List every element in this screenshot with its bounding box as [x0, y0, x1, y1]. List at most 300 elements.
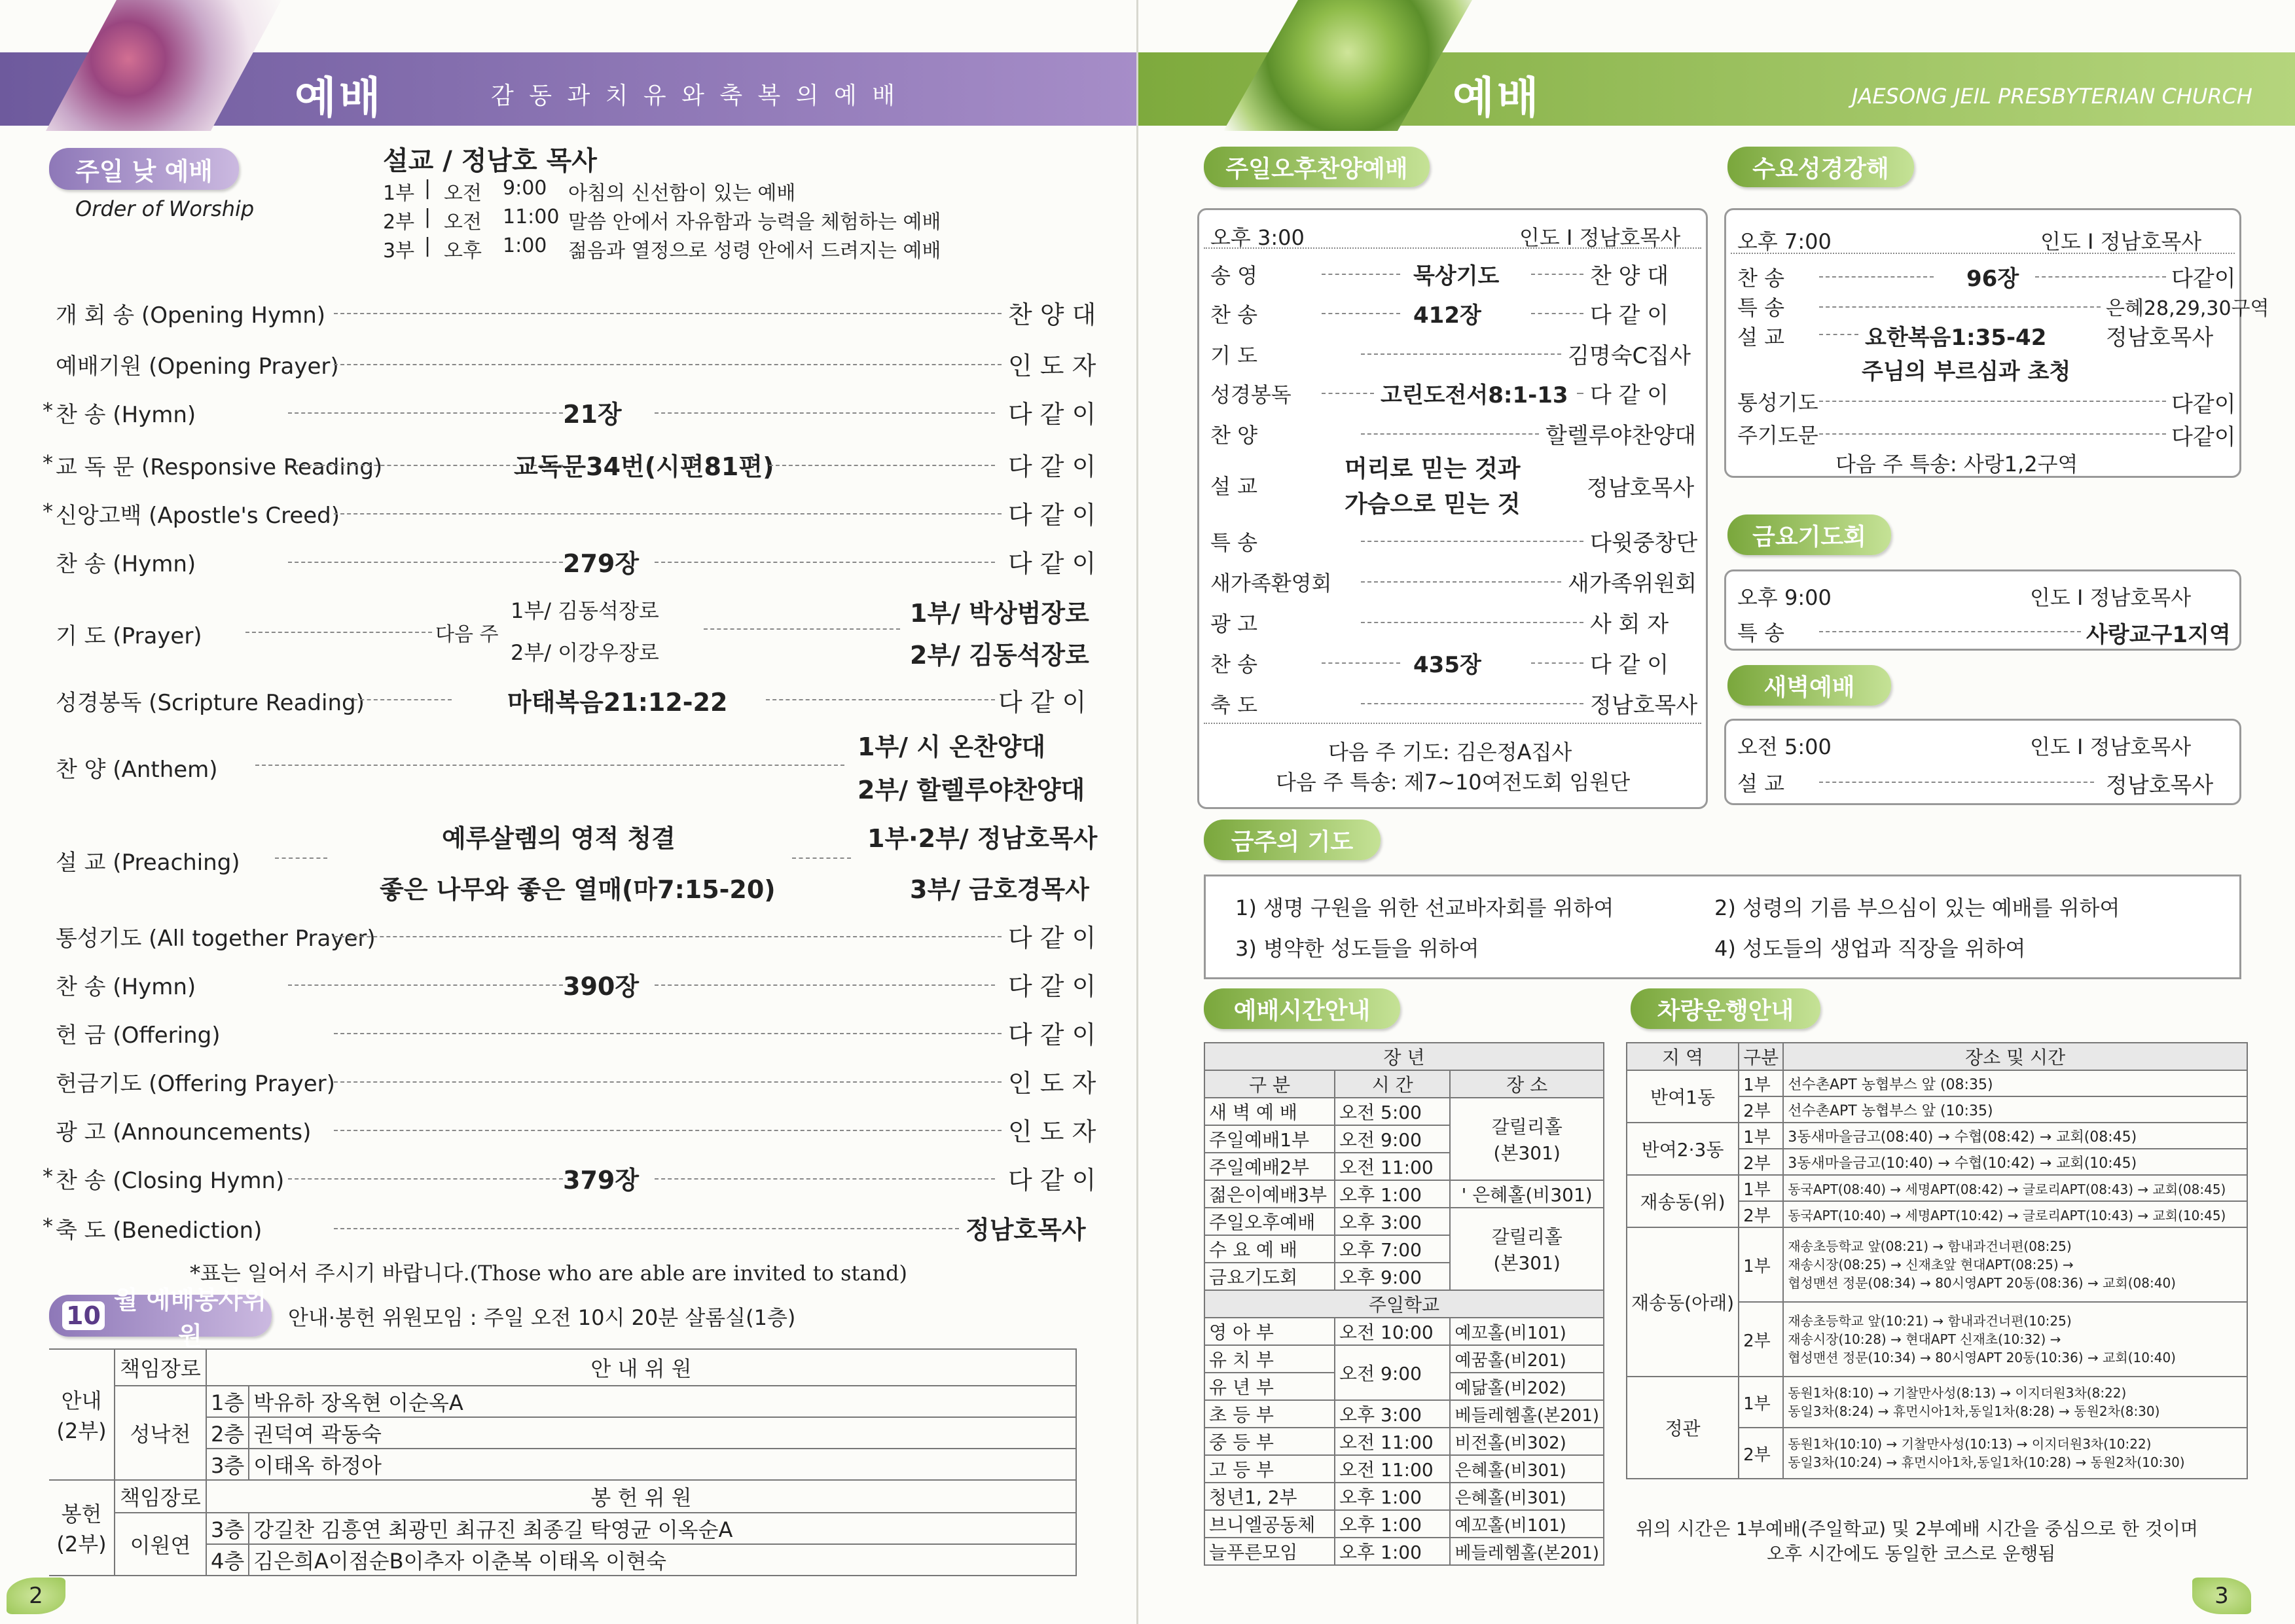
elder-header: 책임장로 [115, 1349, 206, 1386]
leader-dots [1531, 313, 1583, 314]
sunday-item-by: 다 같 이 [1590, 382, 1669, 408]
service-time: 9:00 [503, 177, 547, 200]
bus-part: 1부 [1739, 1070, 1783, 1096]
sermon-title-1: 예루살렘의 영적 청결 [442, 824, 676, 853]
wed-prayer-name: 통성기도 [1737, 390, 1818, 415]
order-item-detail: 379장 [563, 1166, 640, 1195]
sunday-item-name: 찬 송 [1210, 302, 1257, 327]
bus-route: 3동새마을금고(10:40) → 수협(10:42) → 교회(10:45) [1783, 1149, 2247, 1175]
volunteer-month: 10 [62, 1301, 105, 1330]
sunday-item-detail: 묵상기도 [1413, 263, 1500, 289]
anthem-name: 찬 양 (Anthem) [56, 757, 218, 783]
order-item-name: 헌 금 (Offering) [56, 1022, 221, 1049]
wed-hymn-no: 96장 [1966, 266, 2019, 292]
prayer-badge: 금주의 기도 [1204, 820, 1381, 860]
leader-dots [334, 513, 1002, 514]
sunday-sermon-title-2: 가슴으로 믿는 것 [1345, 491, 1521, 518]
separator: | [424, 206, 431, 228]
col-header: 구분 [1739, 1043, 1783, 1070]
order-item-name: 예배기원 (Opening Prayer) [56, 353, 339, 380]
bus-part: 2부 [1739, 1302, 1783, 1377]
service-ampm: 오전 [444, 182, 482, 205]
leader-dots [245, 632, 432, 633]
divider [1731, 253, 2235, 254]
guide-elder: 성낙천 [115, 1386, 206, 1480]
preacher-1: 1부·2부/ 정남호목사 [867, 824, 1098, 853]
leader-dots [1819, 334, 1858, 335]
service-name: 젊은이예배3부 [1204, 1180, 1335, 1208]
prayer-item-4: 4) 성도들의 생업과 직장을 위하여 [1714, 936, 2026, 961]
sunday-item-name: 찬 양 [1210, 423, 1257, 448]
dawn-time: 오전 5:00 [1737, 734, 1832, 759]
school-time: 오후 1:00 [1335, 1510, 1450, 1538]
friday-badge: 금요기도회 [1727, 514, 1891, 555]
school-time: 오후 3:00 [1335, 1400, 1450, 1428]
school-dept: 늘푸른모임 [1204, 1538, 1335, 1565]
bus-area: 반여1동 [1627, 1070, 1739, 1123]
leader-dots [655, 412, 995, 414]
order-item-name: 개 회 송 (Opening Hymn) [56, 302, 326, 329]
order-item-by: 다 같 이 [1008, 549, 1096, 578]
leader-dots [1577, 393, 1583, 394]
guide-label: 안내 (2부) [49, 1349, 115, 1480]
school-place: 예꿈홀(비201) [1450, 1345, 1604, 1373]
bus-route: 선수촌APT 농협부스 앞 (10:35) [1783, 1096, 2247, 1123]
school-time: 오전 9:00 [1335, 1345, 1450, 1400]
sunday-item-by: 사 회 자 [1590, 611, 1669, 638]
order-item-by: 다 같 이 [1008, 1020, 1096, 1049]
volunteer-badge-text: 월 예배봉사위원 [113, 1286, 267, 1350]
leader-dots [275, 857, 327, 859]
sunday-item-by: 다 같 이 [1590, 302, 1669, 329]
service-name: 주일예배1부 [1204, 1125, 1335, 1153]
order-item-detail: 279장 [563, 549, 640, 578]
order-item-name: 교 독 문 (Responsive Reading) [56, 454, 383, 480]
bus-route: 동국APT(08:40) → 세명APT(08:42) → 글로리APT(08:43) → 교회(08:45) [1783, 1175, 2247, 1201]
school-time: 오전 11:00 [1335, 1455, 1450, 1483]
sermon-heading: 설교 / 정남호 목사 [383, 146, 597, 176]
sunday-item-name: 송 영 [1210, 263, 1257, 288]
leader-dots [288, 984, 563, 986]
sunday-item-name: 특 송 [1210, 530, 1257, 555]
wednesday-badge: 수요성경강해 [1727, 147, 1914, 187]
divider [1204, 723, 1701, 724]
leader-dots [1322, 274, 1400, 275]
wed-leader: 인도 I 정남호목사 [2040, 229, 2202, 254]
separator: | [424, 234, 431, 257]
leader-dots [334, 936, 1002, 937]
school-dept: 초 등 부 [1204, 1400, 1335, 1428]
wed-lords-prayer-by: 다같이 [2171, 424, 2236, 450]
volunteer-note: 안내·봉헌 위원모임 : 주일 오전 10시 20분 살롬실(1층) [288, 1305, 796, 1330]
prayer-box [1204, 875, 2241, 979]
school-place: 은혜홀(비301) [1450, 1483, 1604, 1510]
service-desc: 아침의 신선함이 있는 예배 [568, 182, 796, 205]
leader-dots [288, 412, 563, 414]
preaching-name: 설 교 (Preaching) [56, 850, 240, 876]
dawn-preacher: 정남호목사 [2106, 772, 2214, 799]
adult-header: 장 년 [1204, 1043, 1604, 1070]
service-time: 오후 3:00 [1335, 1208, 1450, 1235]
fri-leader: 인도 I 정남호목사 [2030, 585, 2192, 610]
offer-label: 봉헌 (2부) [49, 1480, 115, 1576]
leader-dots [1361, 433, 1539, 435]
order-item-by: 다 같 이 [1008, 1166, 1096, 1195]
leader-dots [334, 313, 1002, 314]
school-place: 베들레헴홀(본201) [1450, 1538, 1604, 1565]
order-item-name: 헌금기도 (Offering Prayer) [56, 1071, 335, 1097]
service-no: 1부 [383, 182, 415, 205]
leader-dots [334, 1033, 1002, 1034]
wed-hymn-name: 찬 송 [1737, 266, 1784, 291]
wed-special-by: 은혜28,29,30구역 [2106, 297, 2269, 320]
prayer-this-2: 2부/ 김동석장로 [910, 641, 1089, 670]
order-item-by: 다 같 이 [1008, 924, 1096, 952]
leader-dots [655, 562, 995, 563]
leader-dots [334, 364, 1002, 365]
fri-special-name: 특 송 [1737, 621, 1784, 645]
leader-dots [1819, 782, 2094, 783]
service-name: 주일오후예배 [1204, 1208, 1335, 1235]
school-dept: 중 등 부 [1204, 1428, 1335, 1455]
bus-route: 동원1차(10:10) → 기찰만사성(10:13) → 이지더원3차(10:22) 동일3차(10:24) → 휴먼시아1차,동일1차(10:28) → 동원2차(10:30) [1783, 1428, 2247, 1479]
leader-dots [288, 1178, 563, 1180]
bus-route: 재송초등학교 앞(08:21) → 함내과건너편(08:25) 재송시장(08:25) → 신재초앞 현대APT(08:25) → 협성맨션 정문(08:34) → 80시영APT 20동(08:36) → 교회(08:40) [1783, 1227, 2247, 1302]
bus-part: 2부 [1739, 1428, 1783, 1479]
order-item-by: 다 같 이 [1008, 972, 1096, 1001]
school-place: 예꼬홀(비101) [1450, 1318, 1604, 1345]
school-place: 베들레헴홀(본201) [1450, 1400, 1604, 1428]
leader-dots [1819, 401, 2166, 402]
wed-prayer-by: 다같이 [2171, 391, 2236, 418]
school-place: 예닮홀(비202) [1450, 1373, 1604, 1400]
offer-names: 김은희A이점순B이추자 이춘복 이태옥 이현숙 [249, 1544, 1076, 1576]
service-time: 오전 9:00 [1335, 1125, 1450, 1153]
bus-part: 1부 [1739, 1377, 1783, 1428]
place-cell: ' 은혜홀(비301) [1450, 1180, 1604, 1208]
col-header: 지 역 [1627, 1043, 1739, 1070]
wed-special-name: 특 송 [1737, 295, 1784, 320]
order-item-name: 찬 송 (Closing Hymn) [56, 1168, 285, 1194]
order-item-by: 정남호목사 [966, 1216, 1086, 1244]
leader-dots [334, 1081, 1002, 1083]
star-mark: * [43, 450, 53, 475]
col-header: 시 간 [1335, 1070, 1450, 1098]
wed-next-special: 다음 주 특송: 사랑1,2구역 [1835, 452, 2078, 477]
order-item-name: 찬 송 (Hymn) [56, 402, 196, 428]
service-no: 3부 [383, 240, 415, 262]
order-item-name: 찬 송 (Hymn) [56, 551, 196, 577]
order-item-by: 다 같 이 [1008, 452, 1096, 481]
school-dept: 브니엘공동체 [1204, 1510, 1335, 1538]
offer-header: 봉 헌 위 원 [206, 1480, 1076, 1513]
prayer-name: 기 도 (Prayer) [56, 623, 202, 649]
leader-dots [1361, 622, 1583, 623]
star-mark: * [43, 398, 53, 423]
sunday-sermon-preacher: 정남호목사 [1587, 475, 1695, 501]
sunday-next-prayer: 다음 주 기도: 김은정A집사 [1328, 740, 1572, 765]
sunday-item-name: 광 고 [1210, 611, 1257, 636]
sunday-item-detail: 435장 [1413, 652, 1481, 678]
sunday-item-by: 새가족위원회 [1568, 571, 1697, 597]
leader-dots [2035, 276, 2166, 278]
order-item-detail: 교독문34번(시편81편) [514, 452, 774, 481]
scripture-name: 성경봉독 (Scripture Reading) [56, 690, 365, 716]
school-time: 오전 11:00 [1335, 1428, 1450, 1455]
sermon-title-2: 좋은 나무와 좋은 열매(마7:15-20) [380, 875, 776, 904]
left-header-title: 예배 [295, 73, 384, 123]
elder-header: 책임장로 [115, 1480, 206, 1513]
service-name: 금요기도회 [1204, 1263, 1335, 1290]
leader-dots [655, 984, 995, 986]
service-time: 오후 9:00 [1335, 1263, 1450, 1290]
wed-time: 오후 7:00 [1737, 229, 1832, 254]
volunteer-table [49, 1348, 1077, 1576]
service-name: 주일예배2부 [1204, 1153, 1335, 1180]
col-header: 구 분 [1204, 1070, 1335, 1098]
leader-dots [1361, 541, 1583, 542]
order-item-by: 인 도 자 [1008, 352, 1096, 380]
leader-dots [769, 465, 995, 466]
prayer-item-1: 1) 생명 구원을 위한 선교바자회를 위하여 [1235, 895, 1614, 920]
sunday-item-name: 새가족환영회 [1210, 571, 1332, 596]
leader-dots [1322, 662, 1400, 664]
sunday-item-name: 찬 송 [1210, 652, 1257, 677]
guide-header: 안 내 위 원 [206, 1349, 1076, 1386]
service-time: 11:00 [503, 206, 560, 228]
leader-dots [334, 1130, 1002, 1131]
leader-dots [1361, 703, 1583, 704]
sunday-pm-badge: 주일오후찬양예배 [1204, 147, 1430, 187]
guide-names: 이태옥 하정아 [249, 1449, 1076, 1480]
right-page [1136, 0, 2295, 1624]
bus-note-2: 오후 시간에도 동일한 코스로 운행됨 [1767, 1543, 2056, 1564]
leader-dots [1531, 662, 1583, 664]
order-item-by: 찬 양 대 [1008, 300, 1096, 329]
order-item-by: 인 도 자 [1008, 1069, 1096, 1098]
worship-badge: 주일 낮 예배 [49, 148, 239, 190]
service-time: 1:00 [503, 234, 547, 257]
bus-part: 1부 [1739, 1175, 1783, 1201]
bus-part: 2부 [1739, 1149, 1783, 1175]
prayer-this-1: 1부/ 박상범장로 [910, 599, 1089, 628]
order-item-name: 찬 송 (Hymn) [56, 974, 196, 1000]
guide-names: 권덕여 곽동숙 [249, 1417, 1076, 1449]
place-cell: 갈릴리홀 (본301) [1450, 1098, 1604, 1180]
school-dept: 유 년 부 [1204, 1373, 1335, 1400]
leader-dots [288, 562, 563, 563]
service-no: 2부 [383, 211, 415, 234]
leader-dots [1361, 581, 1561, 583]
bus-route: 동국APT(10:40) → 세명APT(10:42) → 글로리APT(10:43) → 교회(10:45) [1783, 1201, 2247, 1227]
wed-lords-prayer-name: 주기도문 [1737, 423, 1818, 448]
anthem-choir-2: 2부/ 할렐루야찬양대 [858, 776, 1085, 804]
leader-dots [704, 628, 900, 630]
scripture-reader: 다 같 이 [998, 688, 1087, 717]
sunday-item-detail: 412장 [1413, 302, 1481, 329]
worship-subtitle: Order of Worship [75, 196, 255, 221]
star-mark: * [43, 1214, 53, 1238]
order-item-name: 축 도 (Benediction) [56, 1218, 262, 1244]
anthem-choir-1: 1부/ 시 온찬양대 [858, 732, 1046, 761]
school-dept: 청년1, 2부 [1204, 1483, 1335, 1510]
service-name: 새 벽 예 배 [1204, 1098, 1335, 1125]
service-name: 수 요 예 배 [1204, 1235, 1335, 1263]
sunday-item-by: 다윗중창단 [1590, 530, 1698, 556]
school-place: 예꼬홀(비101) [1450, 1510, 1604, 1538]
leader-dots [334, 1228, 959, 1229]
guide-names: 박유하 장옥현 이순옥A [249, 1386, 1076, 1417]
bus-note-1: 위의 시간은 1부예배(주일학교) 및 2부예배 시간을 중심으로 한 것이며 [1636, 1518, 2198, 1540]
sunday-sermon-title-1: 머리로 믿는 것과 [1345, 456, 1521, 482]
page-number-left: 2 [7, 1578, 65, 1614]
schedule-badge: 예배시간안내 [1204, 988, 1400, 1029]
leader-dots [1819, 306, 2101, 308]
order-item-by: 다 같 이 [1008, 400, 1096, 429]
wed-sermon-name: 설 교 [1737, 325, 1784, 350]
offer-elder: 이원연 [115, 1513, 206, 1576]
sunday-item-by: 찬 양 대 [1590, 263, 1669, 289]
bus-area: 반여2·3동 [1627, 1123, 1739, 1175]
bus-route: 선수촌APT 농협부스 앞 (08:35) [1783, 1070, 2247, 1096]
leader-dots [766, 699, 995, 700]
page-number-right: 3 [2192, 1578, 2251, 1614]
order-item-detail: 390장 [563, 972, 640, 1001]
scripture-passage: 마태복음21:12-22 [507, 688, 728, 717]
sunday-item-detail: 고린도전서8:1-13 [1381, 382, 1568, 408]
dawn-leader: 인도 I 정남호목사 [2030, 734, 2192, 759]
place-cell: 갈릴리홀 (본301) [1450, 1208, 1604, 1290]
sunday-sermon-name: 설 교 [1210, 474, 1257, 499]
school-header: 주일학교 [1204, 1290, 1604, 1318]
floor: 2층 [206, 1417, 249, 1449]
leader-dots [1322, 313, 1400, 314]
service-time: 오후 7:00 [1335, 1235, 1450, 1263]
bus-route: 3동새마을금고(08:40) → 수협(08:42) → 교회(08:45) [1783, 1123, 2247, 1149]
school-dept: 영 아 부 [1204, 1318, 1335, 1345]
service-ampm: 오후 [444, 240, 482, 262]
sunday-item-by: 김명숙C집사 [1568, 343, 1691, 369]
order-item-name: 광 고 (Announcements) [56, 1119, 312, 1146]
sunday-next-special: 다음 주 특송: 제7~10여전도회 임원단 [1276, 770, 1631, 795]
prayer-item-3: 3) 병약한 성도들을 위하여 [1235, 936, 1479, 961]
sunday-pm-leader: 인도 I 정남호목사 [1519, 225, 1681, 250]
sunday-item-by: 할렐루야찬양대 [1545, 423, 1696, 449]
volunteer-badge [49, 1286, 272, 1350]
wed-preacher: 정남호목사 [2106, 325, 2214, 351]
sunday-item-name: 축 도 [1210, 693, 1257, 717]
separator: | [424, 177, 431, 200]
wed-sermon-title: 주님의 부르심과 초청 [1862, 359, 2071, 385]
floor: 1층 [206, 1386, 249, 1417]
leader-dots [1819, 276, 1934, 278]
service-desc: 말씀 안에서 자유함과 능력을 체험하는 예배 [568, 211, 941, 234]
church-name: JAESONG JEIL PRESBYTERIAN CHURCH [1852, 84, 2252, 109]
standing-note: *표는 일어서 주시기 바랍니다.(Those who are able are invited to stand) [190, 1261, 908, 1286]
school-time: 오후 1:00 [1335, 1483, 1450, 1510]
service-time: 오전 5:00 [1335, 1098, 1450, 1125]
service-desc: 젊음과 열정으로 성령 안에서 드려지는 예배 [568, 240, 941, 262]
leader-dots [792, 857, 851, 859]
school-time: 오전 10:00 [1335, 1318, 1450, 1345]
order-item-by: 다 같 이 [1008, 501, 1096, 530]
sunday-pm-time: 오후 3:00 [1210, 225, 1305, 250]
order-item-by: 인 도 자 [1008, 1117, 1096, 1146]
leader-dots [1361, 353, 1561, 355]
order-item-detail: 21장 [563, 400, 622, 429]
bus-area: 재송동(아래) [1627, 1227, 1739, 1377]
school-dept: 고 등 부 [1204, 1455, 1335, 1483]
floor: 3층 [206, 1449, 249, 1480]
wed-sermon-passage: 요한복음1:35-42 [1865, 325, 2047, 351]
leader-dots [1322, 393, 1374, 394]
sunday-item-name: 성경봉독 [1210, 382, 1292, 407]
bus-table [1626, 1042, 2248, 1479]
bus-area: 정관 [1627, 1377, 1739, 1479]
bus-part: 2부 [1739, 1201, 1783, 1227]
left-header-subtitle: 감 동 과 치 유 와 축 복 의 예 배 [491, 82, 899, 109]
bus-part: 1부 [1739, 1227, 1783, 1302]
leader-dots [1819, 433, 2166, 435]
prayer-next-label: 다음 주 [435, 623, 499, 646]
bus-part: 2부 [1739, 1096, 1783, 1123]
school-dept: 유 치 부 [1204, 1345, 1335, 1373]
service-time: 오전 11:00 [1335, 1153, 1450, 1180]
order-item-name: 통성기도 (All together Prayer) [56, 926, 376, 952]
floor: 3층 [206, 1513, 249, 1544]
bus-part: 1부 [1739, 1123, 1783, 1149]
leader-dots [1819, 631, 2081, 632]
dawn-badge: 새벽예배 [1727, 665, 1891, 706]
order-item-name: 신앙고백 (Apostle's Creed) [56, 503, 340, 529]
sunday-item-by: 정남호목사 [1590, 693, 1698, 719]
floor: 4층 [206, 1544, 249, 1576]
leader-dots [1531, 274, 1583, 275]
school-place: 은혜홀(비301) [1450, 1455, 1604, 1483]
bus-badge: 차량운행안내 [1631, 988, 1820, 1029]
divider [1204, 247, 1701, 249]
preacher-2: 3부/ 금호경목사 [910, 875, 1089, 904]
col-header: 장 소 [1450, 1070, 1604, 1098]
dawn-sermon-name: 설 교 [1737, 771, 1784, 796]
offer-names: 강길찬 김흥연 최광민 최규진 최종길 탁영균 이옥순A [249, 1513, 1076, 1544]
sunday-item-name: 기 도 [1210, 343, 1257, 368]
fri-special-by: 사랑교구1지역 [2086, 622, 2231, 648]
school-place: 비전홀(비302) [1450, 1428, 1604, 1455]
leader-dots [655, 1178, 995, 1180]
col-header: 장소 및 시간 [1783, 1043, 2247, 1070]
service-ampm: 오전 [444, 211, 482, 234]
service-time: 오후 1:00 [1335, 1180, 1450, 1208]
star-mark: * [43, 499, 53, 524]
fri-time: 오후 9:00 [1737, 585, 1832, 610]
prayer-next-1: 1부/ 김동석장로 [511, 598, 659, 623]
prayer-next-2: 2부/ 이강우장로 [511, 640, 659, 665]
bus-area: 재송동(위) [1627, 1175, 1739, 1227]
left-page [0, 0, 1136, 1624]
leader-dots [255, 765, 844, 766]
star-mark: * [43, 1164, 53, 1189]
bus-route: 동원1차(8:10) → 기찰만사성(8:13) → 이지더원3차(8:22) 동일3차(8:24) → 휴먼시아1차,동일1차(8:28) → 동원2차(8:30) [1783, 1377, 2247, 1428]
sunday-item-by: 다 같 이 [1590, 652, 1669, 678]
right-header-title: 예배 [1453, 73, 1542, 123]
bus-route: 재송초등학교 앞(10:21) → 함내과건너편(10:25) 재송시장(10:28) → 현대APT 신재초(10:32) → 협성맨션 정문(10:34) → 80시영APT 20동(10:36) → 교회(10:40) [1783, 1302, 2247, 1377]
leader-dots [353, 699, 452, 700]
wed-hymn-by: 다같이 [2171, 266, 2236, 292]
school-time: 오후 1:00 [1335, 1538, 1450, 1565]
prayer-item-2: 2) 성령의 기름 부으심이 있는 예배를 위하여 [1714, 895, 2120, 920]
schedule-table [1204, 1042, 1604, 1566]
